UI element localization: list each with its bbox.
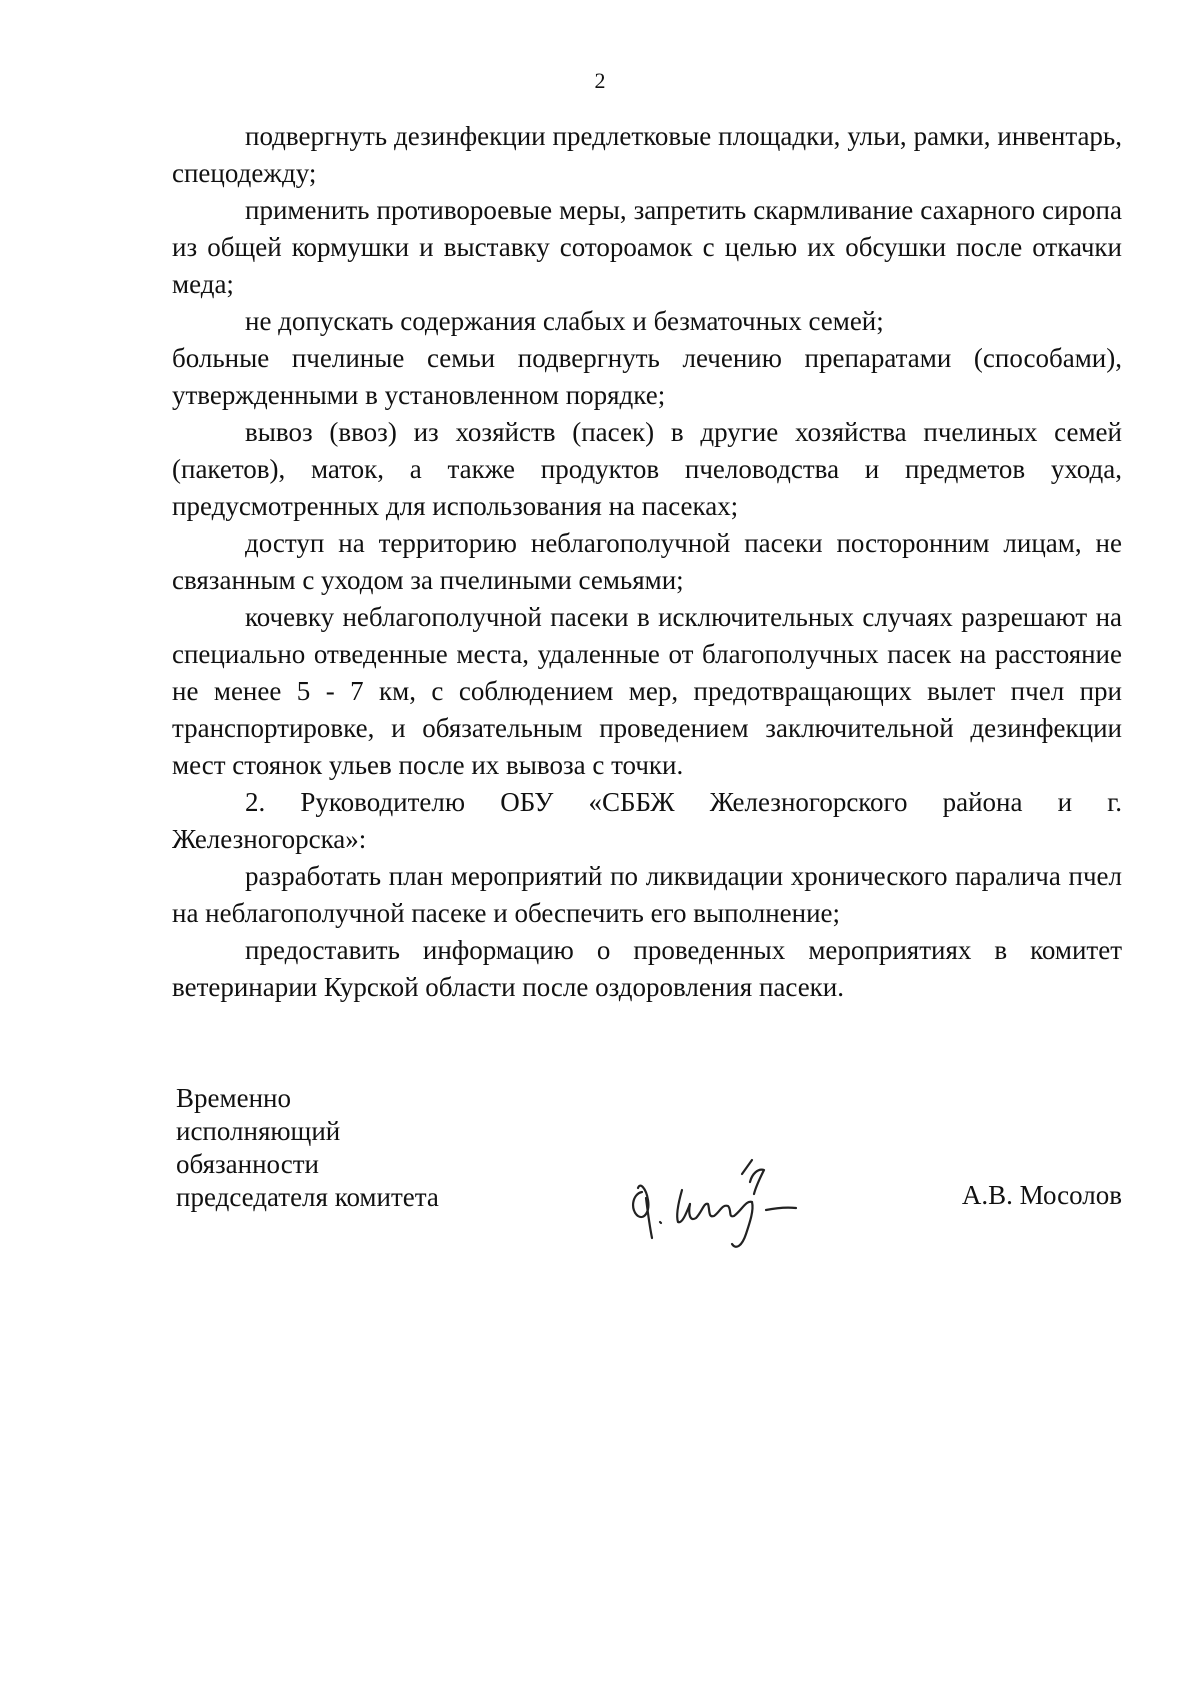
paragraph-access: доступ на территорию неблагополучной пасеки посторонним лицам, не связанным с уходом за пчелиными семьями; [172, 528, 1122, 595]
paragraph-nomadic: кочевку неблагополучной пасеки в исключительных случаях разрешают на специально отведенные места, удаленные от благополучных пасек на расстояние не менее 5 - 7 км, с соблюдением мер, предотвращающих вылет пчел при транспортировке, и обязательным проведением заключительной дезинфекции мест стоянок ульев после их вывоза с точки. [172, 602, 1122, 780]
signer-title-line: обязанности [176, 1149, 319, 1179]
signer-title-line: исполняющий [176, 1116, 341, 1146]
paragraph-item-2: 2. Руководителю ОБУ «СББЖ Железногорского района и г. Железногорска»: [172, 787, 1122, 854]
paragraph-report: предоставить информацию о проведенных мероприятиях в комитет ветеринарии Курской области после оздоровления пасеки. [172, 935, 1122, 1002]
paragraph-transport: вывоз (ввоз) из хозяйств (пасек) в другие хозяйства пчелиных семей (пакетов), маток, а также продуктов пчеловодства и предметов ухода, предусмотренных для использования на пасеках; [172, 417, 1122, 521]
paragraph-disinfection: подвергнуть дезинфекции предлетковые площадки, ульи, рамки, инвентарь, спецодежду; [172, 121, 1122, 188]
paragraph-anti-swarm: применить противороевые меры, запретить скармливание сахарного сиропа из общей кормушки и выставку сотороамок с целью их обсушки после откачки меда; [172, 195, 1122, 299]
signer-title [176, 1082, 439, 1214]
paragraph-action-plan: разработать план мероприятий по ликвидации хронического паралича пчел на неблагополучной пасеке и обеспечить его выполнение; [172, 861, 1122, 928]
document-body [172, 118, 1122, 1006]
signer-title-line: председателя комитета [176, 1182, 439, 1212]
signature-block [176, 1082, 1122, 1242]
page-number: 2 [594, 68, 606, 93]
paragraph-treatment: больные пчелиные семьи подвергнуть лечению препаратами (способами), утвержденными в установленном порядке; [172, 343, 1122, 410]
handwritten-signature [624, 1152, 864, 1252]
paragraph-weak-colonies: не допускать содержания слабых и безматочных семей; [245, 306, 884, 336]
signer-name: А.В. Мосолов [961, 1180, 1122, 1210]
signer-title-line: Временно [176, 1083, 291, 1113]
